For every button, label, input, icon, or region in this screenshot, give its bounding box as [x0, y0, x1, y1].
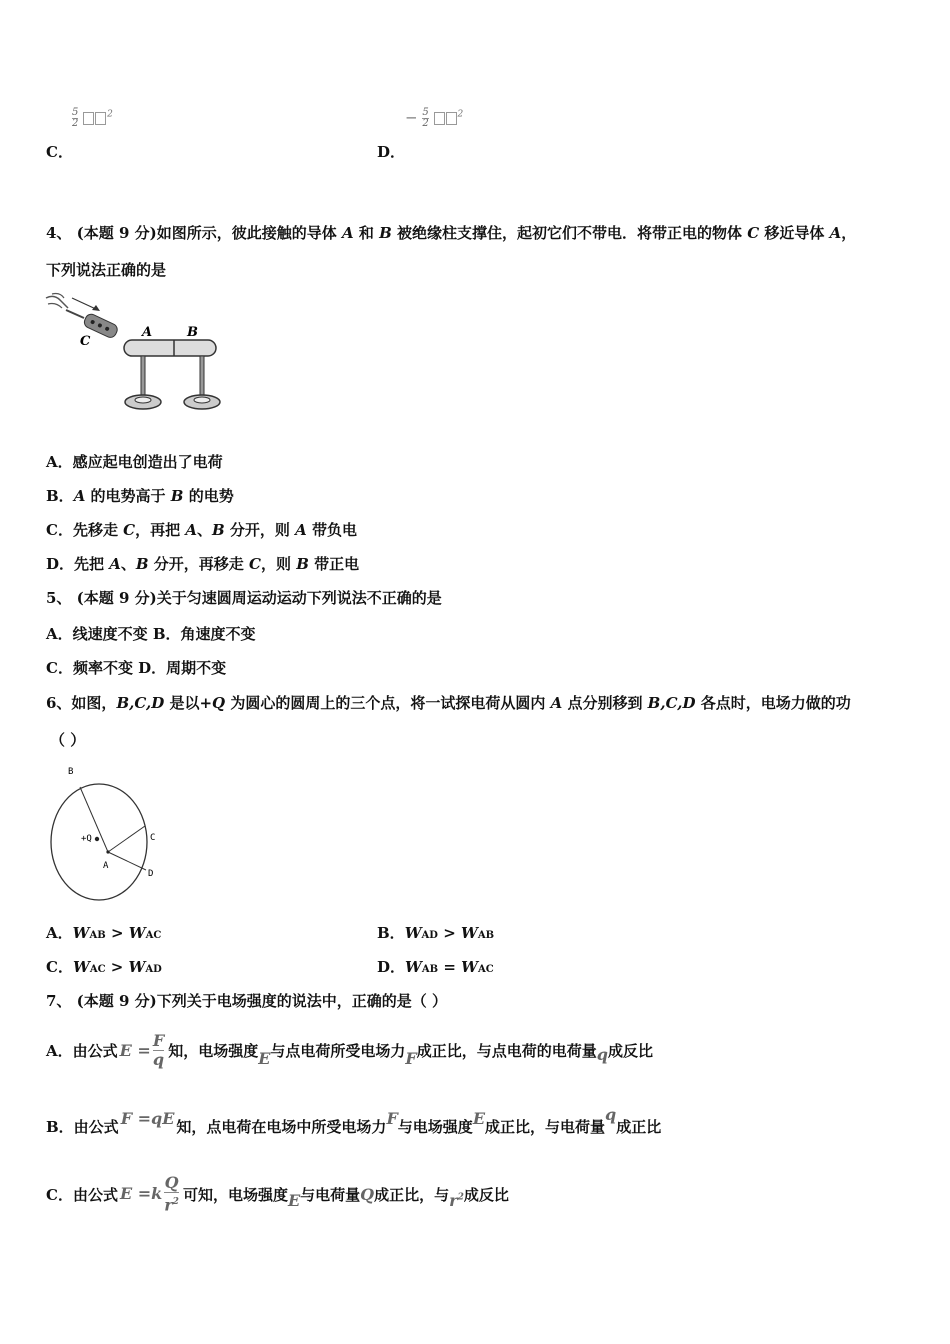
- question-6-option-a: A．WAB > WAC: [46, 924, 162, 942]
- question-6-paren: （ ）: [50, 731, 86, 749]
- option-c-expression: $\frac{5}{2}$ $^2$: [72, 107, 113, 129]
- label-c: C: [80, 334, 91, 349]
- question-7-option-b: B．由公式 F =qE 知，点电荷在电场中所受电场力 F 与电场强度 E 成正比，与电荷量 q 成正比: [46, 1104, 662, 1136]
- label-b: B: [68, 767, 74, 777]
- fraction: $\frac{5}{2}$: [72, 107, 79, 129]
- option-c-label: C．: [46, 143, 73, 161]
- question-7-stem: 7、 (本题 9 分)下列关于电场强度的说法中，正确的是（ ）: [46, 992, 447, 1010]
- label-d: D: [148, 869, 154, 879]
- question-5-options-cd: C．频率不变 D．周期不变: [46, 659, 227, 677]
- circle-figure: [48, 760, 168, 905]
- question-7-option-c: C．由公式 E = k Q $r^2$ 可知，电场强度 E 与电荷量 Q 成正比，与 $r^2$ 成反比: [46, 1172, 509, 1215]
- question-4-option-d: D．先把 A、B 分开，再移走 C，则 B 带正电: [46, 555, 360, 573]
- label-c: C: [150, 833, 156, 843]
- question-4-option-b: B．A 的电势高于 B 的电势: [46, 487, 234, 505]
- question-4-option-a: A．感应起电创造出了电荷: [46, 453, 223, 471]
- question-6-option-b: B．WAD > WAB: [377, 924, 495, 942]
- option-d-expression: − $\frac{5}{2}$ $^2$: [405, 107, 464, 129]
- question-6-stem: 6、如图，B,C,D 是以+Q 为圆心的圆周上的三个点，将一试探电荷从圆内 A 点分别移到 B,C,D 各点时，电场力做的功: [46, 694, 851, 712]
- question-4-option-c: C．先移走 C，再把 A、B 分开，则 A 带负电: [46, 521, 358, 539]
- question-5-stem: 5、 (本题 9 分)关于匀速圆周运动运动下列说法不正确的是: [46, 589, 442, 607]
- fraction: $\frac{5}{2}$: [422, 107, 429, 129]
- label-b: B: [187, 325, 198, 340]
- conductor-figure: [44, 290, 224, 415]
- question-7-option-a: A．由公式 E = $\frac{F}{q}$ 知，电场强度 E 与点电荷所受电场力 F 成正比，与点电荷的电荷量 q 成反比: [46, 1030, 653, 1069]
- label-a: A: [103, 861, 109, 871]
- question-4-stem-line1: 4、 (本题 9 分)如图所示，彼此接触的导体 A 和 B 被绝缘柱支撑住，起初它们不带电．将带正电的物体 C 移近导体 A，: [46, 224, 857, 242]
- label-q: +Q: [81, 834, 92, 844]
- option-d-label: D．: [377, 143, 406, 161]
- question-4-stem-line2: 下列说法正确的是: [46, 261, 167, 279]
- question-5-options-ab: A．线速度不变 B．角速度不变: [46, 625, 256, 643]
- question-6-option-c: C．WAC > WAD: [46, 958, 162, 976]
- label-a: A: [142, 325, 153, 340]
- question-6-option-d: D．WAB = WAC: [377, 958, 494, 976]
